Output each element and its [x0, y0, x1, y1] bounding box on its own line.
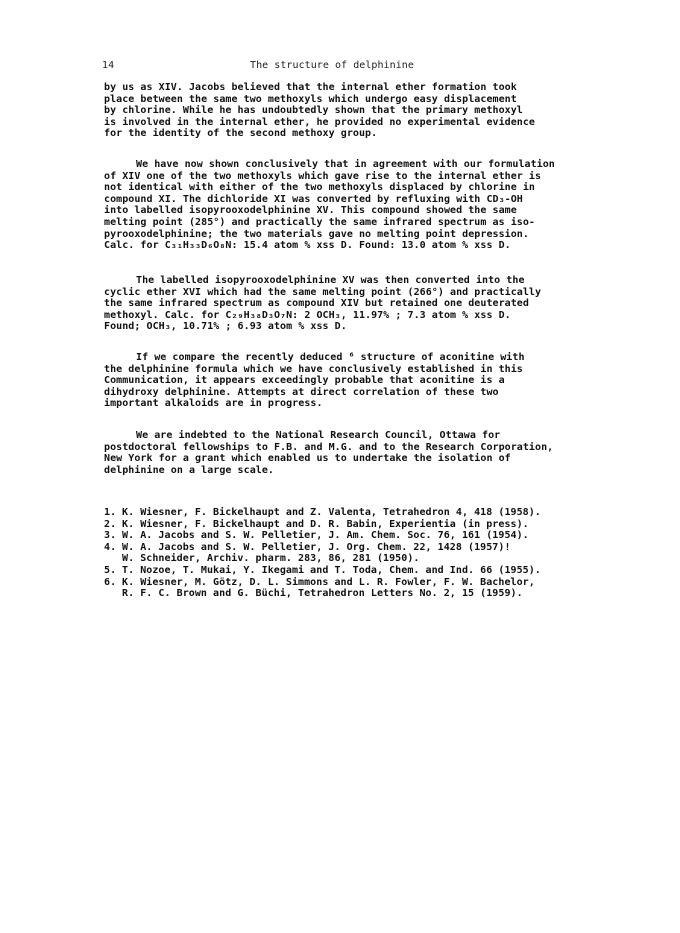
text-line: cyclic ether XVI which had the same melting point (266°) and practically — [104, 286, 542, 298]
text-line: by chlorine. While he has undoubtedly shown that the primary methoxyl — [104, 105, 523, 117]
text-line: melting point (285°) and practically the same infrared spectrum as iso- — [104, 216, 536, 228]
text-line: Calc. for C₃₁H₃₃D₆O₈N: 15.4 atom % xss D. Found: 13.0 atom % xss D. — [104, 240, 511, 252]
reference-number: 3. — [104, 530, 117, 542]
reference-item — [104, 519, 584, 531]
reference-text: W. A. Jacobs and S. W. Pelletier, J. Am. Chem. Soc. 76, 161 (1954). — [122, 530, 529, 542]
text-line: place between the same two methoxyls which undergo easy displacement — [104, 93, 517, 105]
paragraph-4 — [104, 352, 584, 410]
reference-number: 6. — [104, 576, 117, 588]
reference-item — [104, 542, 584, 554]
text-line: Communication, it appears exceedingly probable that aconitine is a — [104, 375, 505, 387]
text-line: postdoctoral fellowships to F.B. and M.G. and to the Research Corporation, — [104, 441, 554, 453]
text-line: New York for a grant which enabled us to undertake the isolation of — [104, 453, 511, 465]
text-line: compound XI. The dichloride XI was converted by refluxing with CD₃-OH — [104, 193, 523, 205]
reference-text: T. Nozoe, T. Mukai, Y. Ikegami and T. Toda, Chem. and Ind. 66 (1955). — [122, 564, 541, 576]
text-line: important alkaloids are in progress. — [104, 398, 323, 410]
text-line: We have now shown conclusively that in agreement with our formulation — [136, 159, 555, 170]
reference-item — [104, 507, 584, 519]
reference-text: K. Wiesner, F. Bickelhaupt and D. R. Babin, Experientia (in press). — [122, 518, 529, 530]
text-line: Found; OCH₃, 10.71% ; 6.93 atom % xss D. — [104, 321, 347, 333]
text-line: the same infrared spectrum as compound XIV but retained one deuterated — [104, 298, 529, 310]
text-line: not identical with either of the two methoxyls displaced by chlorine in — [104, 182, 536, 194]
text-line: delphinine on a large scale. — [104, 464, 274, 476]
text-line: the delphinine formula which we have conclusively established in this — [104, 363, 523, 375]
reference-text: K. Wiesner, M. Götz, D. L. Simmons and L. R. Fowler, F. W. Bachelor, — [122, 576, 535, 588]
reference-item — [104, 530, 584, 542]
reference-list — [104, 507, 584, 600]
paragraph-3 — [104, 275, 584, 333]
reference-item — [104, 577, 584, 589]
reference-number: 5. — [104, 564, 117, 576]
text-line: If we compare the recently deduced ⁶ structure of aconitine with — [136, 352, 525, 363]
paragraph-1 — [104, 82, 584, 140]
reference-text: W. A. Jacobs and S. W. Pelletier, J. Org. Chem. 22, 1428 (1957)! — [122, 541, 511, 553]
text-line: methoxyl. Calc. for C₂₉H₃₈D₃O₇N: 2 OCH₃, 11.97% ; 7.3 atom % xss D. — [104, 309, 511, 321]
page-header — [102, 60, 582, 74]
text-line: The labelled isopyrooxodelphinine XV was then converted into the — [136, 275, 525, 286]
text-line: is involved in the internal ether, he provided no experimental evidence — [104, 116, 536, 128]
text-line: dihydroxy delphinine. Attempts at direct correlation of these two — [104, 386, 499, 398]
reference-text-continued: R. F. C. Brown and G. Büchi, Tetrahedron Letters No. 2, 15 (1959). — [122, 588, 523, 600]
text-line: pyrooxodelphinine; the two materials gave no melting point depression. — [104, 228, 529, 240]
paragraph-2 — [104, 159, 584, 252]
reference-number: 1. — [104, 507, 117, 518]
text-line: We are indebted to the National Research Council, Ottawa for — [136, 430, 501, 441]
text-line: into labelled isopyrooxodelphinine XV. This compound showed the same — [104, 205, 517, 217]
reference-text-continued: W. Schneider, Archiv. pharm. 283, 86, 281 (1950). — [122, 553, 420, 565]
text-line: for the identity of the second methoxy group. — [104, 128, 378, 140]
reference-number: 4. — [104, 541, 117, 553]
reference-text: K. Wiesner, F. Bickelhaupt and Z. Valenta, Tetrahedron 4, 418 (1958). — [122, 507, 541, 518]
text-line: by us as XIV. Jacobs believed that the internal ether formation took — [104, 82, 517, 93]
reference-item — [104, 565, 584, 577]
page-number: 14 — [102, 60, 115, 71]
reference-number: 2. — [104, 518, 117, 530]
paragraph-5 — [104, 430, 584, 476]
running-title: The structure of delphinine — [250, 60, 414, 71]
text-line: of XIV one of the two methoxyls which gave rise to the internal ether is — [104, 170, 542, 182]
